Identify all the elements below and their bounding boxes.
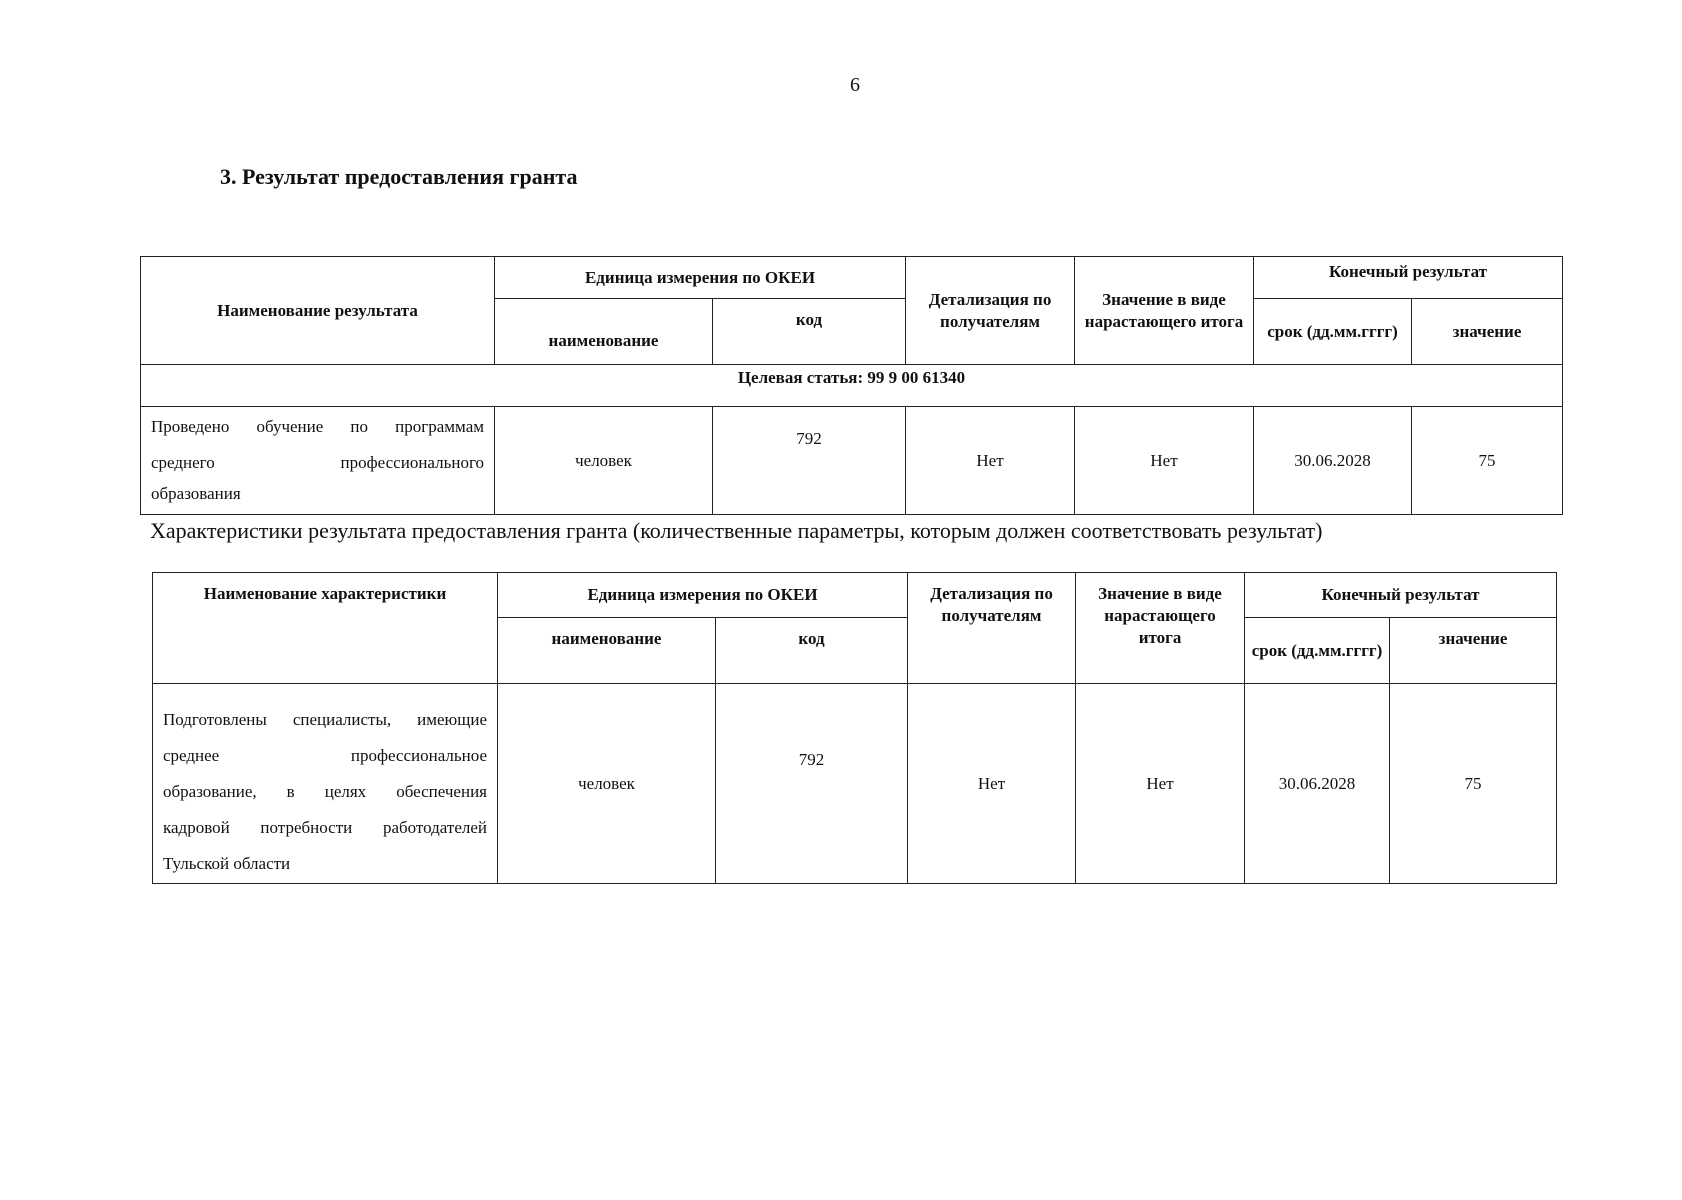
- header-detail: Детализация по получателям: [908, 573, 1076, 684]
- header-unit-group: Единица измерения по ОКЕИ: [495, 257, 906, 299]
- unit-name-cell: человек: [495, 407, 713, 515]
- header-unit-code: код: [716, 618, 908, 684]
- detail-cell: Нет: [908, 684, 1076, 884]
- header-final-value: значение: [1390, 618, 1557, 684]
- header-unit-group: Единица измерения по ОКЕИ: [498, 573, 908, 618]
- table-row: [153, 684, 1557, 884]
- detail-cell: Нет: [906, 407, 1075, 515]
- result-table: [140, 256, 1563, 515]
- result-name-cell: [141, 407, 495, 515]
- characteristic-name-line: кадровой потребности работодателей: [163, 818, 487, 837]
- characteristic-name-line: Подготовлены специалисты, имеющие: [163, 710, 487, 729]
- characteristic-name-cell: [153, 684, 498, 884]
- value-cell: 75: [1390, 684, 1557, 884]
- header-final-group: Конечный результат: [1254, 257, 1563, 299]
- table-row: [141, 407, 1563, 515]
- header-characteristic-name: Наименование характеристики: [153, 573, 498, 684]
- unit-name-cell: человек: [498, 684, 716, 884]
- characteristic-name-line: образование, в целях обеспечения: [163, 782, 487, 801]
- header-cumulative: Значение в виде нарастающего итога: [1076, 573, 1245, 684]
- header-final-value: значение: [1412, 299, 1563, 365]
- unit-code-cell: 792: [713, 407, 906, 515]
- cumulative-cell: Нет: [1076, 684, 1245, 884]
- unit-code-cell: 792: [716, 684, 908, 884]
- header-unit-name: наименование: [495, 299, 713, 365]
- target-article: Целевая статья: 99 9 00 61340: [141, 365, 1563, 407]
- characteristics-caption: Характеристики результата предоставления гранта (количественные параметры, которым должен соответствовать результат): [150, 518, 1323, 543]
- cumulative-cell: Нет: [1075, 407, 1254, 515]
- header-final-group: Конечный результат: [1245, 573, 1557, 618]
- section-title: 3. Результат предоставления гранта: [220, 164, 578, 189]
- page-number: 6: [850, 74, 860, 96]
- result-name-line: Проведено обучение по программам: [151, 417, 484, 436]
- date-cell: 30.06.2028: [1245, 684, 1390, 884]
- header-result-name: Наименование результата: [141, 257, 495, 365]
- header-detail: Детализация по получателям: [906, 257, 1075, 365]
- date-cell: 30.06.2028: [1254, 407, 1412, 515]
- characteristic-name-line: среднее профессиональное: [163, 746, 487, 765]
- header-final-date: срок (дд.мм.гггг): [1245, 618, 1390, 684]
- result-name-line: среднего профессионального: [151, 453, 484, 472]
- result-name-line: образования: [151, 484, 241, 503]
- header-final-date: срок (дд.мм.гггг): [1254, 299, 1412, 365]
- value-cell: 75: [1412, 407, 1563, 515]
- header-unit-code: код: [713, 299, 906, 365]
- characteristic-name-line: Тульской области: [163, 854, 291, 873]
- header-unit-name: наименование: [498, 618, 716, 684]
- header-cumulative: Значение в виде нарастающего итога: [1075, 257, 1254, 365]
- characteristics-table: [152, 572, 1557, 884]
